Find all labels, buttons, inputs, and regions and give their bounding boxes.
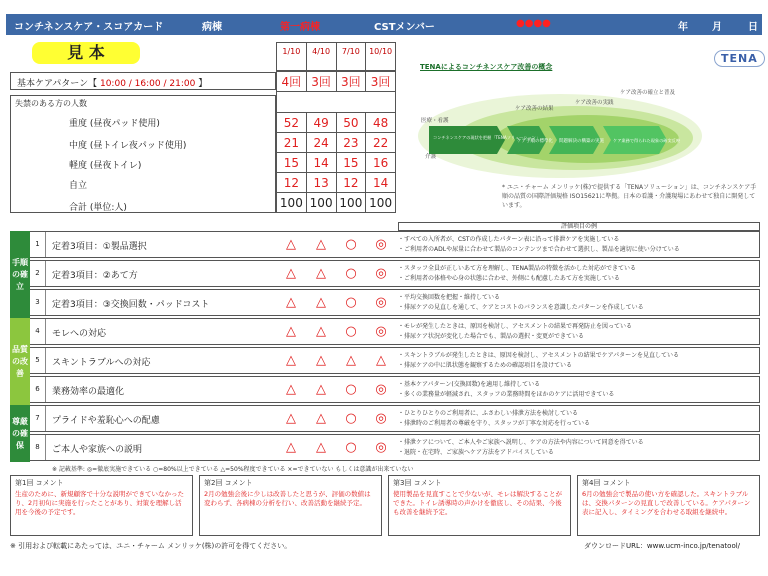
score-mark: ◎ — [375, 382, 387, 397]
score-mark: ○ — [345, 237, 357, 252]
ward-value: 第一病棟 — [280, 22, 320, 33]
sample-badge: 見 本 — [32, 42, 140, 64]
score-mark: △ — [286, 440, 296, 455]
concept-title: TENAによるコンチネンスケア改善の概念 — [420, 63, 553, 71]
step-text: ケア業務で得られた現象の確実反映 — [613, 138, 681, 143]
row-label: 定着3項目：③交換回数・パッドコスト — [52, 300, 210, 310]
value-cell: 14 — [366, 173, 396, 193]
eval-text — [398, 438, 758, 458]
footer-note: ※ 引用および転載にあたっては、ユニ・チャーム メンリッケ(株)の許可を得てください。 — [10, 542, 292, 550]
score-mark: △ — [316, 237, 326, 252]
row-number: 5 — [30, 348, 46, 373]
row-label: ご本人や家族への説明 — [52, 445, 143, 455]
score-mark: △ — [286, 295, 296, 310]
value-cell: 12 — [277, 173, 307, 193]
basic-pattern-times: 10:00 / 16:00 / 21:00 — [99, 79, 196, 89]
score-mark: ◎ — [375, 295, 387, 310]
basic-pattern-label: 基本ケアパターン【 — [17, 79, 98, 89]
incontinence-people-box — [10, 95, 276, 213]
eval-text — [398, 264, 758, 284]
value-cell: 48 — [366, 113, 396, 133]
date-cell: 7/10 — [337, 43, 367, 70]
row-label: モレへの対応 — [52, 329, 107, 339]
row-label: 業務効率の最適化 — [52, 387, 125, 397]
card-title: コンチネンスケア・スコアカード — [14, 22, 164, 33]
eval-line: ・排泄時のご利用者の尊厳を守り、スタッフが丁寧な対応を行っている — [398, 420, 591, 427]
people-title: 失禁のある方の人数 — [15, 99, 87, 108]
comment-title: 第3回 コメント — [393, 479, 442, 487]
comment-box — [577, 475, 760, 536]
eval-text — [398, 293, 758, 313]
left-label: 介護 — [425, 154, 437, 160]
eval-line: ・ご利用者の体格や心身の状態に合わせ、外側にも配慮したあて方を実施している — [398, 275, 620, 282]
score-mark: ○ — [345, 411, 357, 426]
spacer-cell — [277, 92, 396, 113]
basic-care-pattern — [10, 72, 276, 90]
score-mark: ○ — [345, 324, 357, 339]
day-label: 日 — [748, 22, 758, 33]
tena-note: * ユニ・チャーム メンリッケ(株)で提供する「TENAソリューション」は、コンチネンスケア手順の品質の国際評価規格 ISO15621に準拠。日本の看護・介護現場にあわせて独自に開発しています。 — [502, 184, 757, 209]
row-label: スキントラブルへの対応 — [52, 358, 151, 368]
table-row — [30, 231, 760, 258]
table-row — [30, 289, 760, 316]
total-cell: 100 — [336, 193, 366, 213]
left-label: 医療・看護 — [421, 118, 449, 124]
row-number: 2 — [30, 261, 46, 286]
comment-text: 2月の勉強会後に少しは改善したと思うが、評価の数値は変わらず、各病棟の分析を行い、改善活動を継続予定。 — [204, 490, 371, 507]
count-cell: 3回 — [336, 72, 366, 92]
value-cell: 16 — [366, 153, 396, 173]
row-number: 4 — [30, 319, 46, 344]
value-cell: 12 — [336, 173, 366, 193]
eval-line: ・スタッフ全員が正しいあて方を理解し、TENA製品の特徴を活かした対応ができている — [398, 265, 637, 272]
eval-line: ・排尿ケア状況が変化した場合でも、製品の選択・変更ができている — [398, 333, 585, 340]
row-label: プライドや羞恥心への配慮 — [52, 416, 160, 426]
row-number: 3 — [30, 290, 46, 315]
category-procedure: 手順の確立 — [10, 231, 30, 318]
score-mark: △ — [316, 411, 326, 426]
table-row — [30, 260, 760, 287]
arc-label: ケア改善の実践 — [575, 100, 614, 106]
row-number: 1 — [30, 232, 46, 257]
people-row-label: 軽度 (昼夜トイレ) — [69, 161, 142, 171]
eval-text — [398, 351, 758, 371]
comment-box — [199, 475, 382, 536]
arc-label: ケア改善の結果 — [515, 106, 554, 112]
score-mark: △ — [316, 266, 326, 281]
table-row — [30, 434, 760, 461]
score-mark: △ — [286, 382, 296, 397]
score-mark: △ — [316, 295, 326, 310]
date-header — [276, 42, 396, 71]
value-cell: 13 — [306, 173, 336, 193]
year-label: 年 — [678, 22, 688, 33]
table-row — [30, 405, 760, 432]
eval-line: ・退院・在宅時、ご家族へケア方法をアドバイスしている — [398, 449, 554, 456]
people-row-label: 重度 (昼夜パッド使用) — [69, 119, 160, 129]
score-mark: ◎ — [375, 324, 387, 339]
basic-pattern-close: 】 — [198, 79, 208, 89]
date-cell: 10/10 — [369, 47, 393, 56]
people-row-label: 自立 — [69, 181, 88, 191]
comment-title: 第1回 コメント — [15, 479, 64, 487]
eval-line: ・排尿ケアの見直しを通して、ケアとコストのバランスを意識したパターンを作成している — [398, 304, 644, 311]
comment-box — [388, 475, 571, 536]
score-mark: ◎ — [375, 440, 387, 455]
eval-line: ・排尿ケアの中に肌状態を観察するための確認項目を設けている — [398, 362, 573, 369]
step-text: ケア手順の標準化 — [517, 139, 553, 144]
total-cell: 100 — [366, 193, 396, 213]
month-label: 月 — [712, 22, 722, 33]
count-cell: 4回 — [277, 72, 307, 92]
score-mark: △ — [286, 353, 296, 368]
total-cell: 100 — [306, 193, 336, 213]
score-mark: △ — [286, 411, 296, 426]
comment-text: 生産のために、新規顧客で十分な説明ができていなかったり、2月初旬に実施を行ったことがあり、対策を理解し活用を今後の予定です。 — [15, 490, 184, 516]
arc-label: ケア改善の確立と普及 — [620, 90, 676, 96]
score-mark: △ — [286, 266, 296, 281]
eval-line: ・ご利用者のADLや尿量に合わせて製品のコンテンツまで合わせて選択し、製品を適切に使い分けている — [398, 246, 680, 253]
cst-label: CSTメンバー — [374, 22, 435, 33]
value-cell: 23 — [336, 133, 366, 153]
value-cell: 50 — [336, 113, 366, 133]
row-label: 定着3項目：②あて方 — [52, 271, 138, 281]
score-mark: △ — [316, 353, 326, 368]
header-bar — [6, 14, 762, 35]
care-concept-diagram — [415, 84, 705, 180]
value-cell: 49 — [306, 113, 336, 133]
category-quality: 品質の改善 — [10, 318, 30, 405]
value-cell: 15 — [277, 153, 307, 173]
total-cell: 100 — [277, 193, 307, 213]
step-text: 問題解決の構築の実施 — [559, 139, 604, 144]
value-cell: 14 — [306, 153, 336, 173]
table-row — [30, 347, 760, 374]
legend-text: ※ 記載基準: ◎=徹底実施できている ○=80%以上できている △=50%程度できている ×=できていない もしくは意識が出来ていない — [52, 466, 414, 473]
people-total-label: 合計 (単位:人) — [69, 203, 127, 213]
value-cell: 21 — [277, 133, 307, 153]
score-mark: △ — [346, 353, 356, 368]
score-mark: ◎ — [375, 266, 387, 281]
ward-label: 病棟 — [202, 22, 222, 33]
eval-text — [398, 322, 758, 342]
value-cell: 22 — [366, 133, 396, 153]
evaluation-header: 評価項目の例 — [398, 222, 760, 231]
eval-line: ・モレが発生したときは、原因を検討し、アセスメントの結果で再発防止を図っている — [398, 323, 632, 330]
score-mark: ○ — [345, 440, 357, 455]
comment-title: 第4回 コメント — [582, 479, 631, 487]
score-mark: ○ — [345, 382, 357, 397]
score-mark: ○ — [345, 295, 357, 310]
comment-text: 使用製品を見直すことで少ないが、モレは解決することができた。トイレ誘導時の声かけを徹底し、その結果、今後も改善を継続予定。 — [393, 490, 562, 516]
eval-line: ・排泄ケアについて、ご本人やご家族へ説明し、ケアの方法や内容について同意を得ている — [398, 439, 644, 446]
tena-logo: TENA — [714, 50, 765, 67]
table-row — [30, 318, 760, 345]
eval-text — [398, 380, 758, 400]
step-arrow — [429, 126, 505, 154]
comment-text: 6月の勉強会で製品の使い方を確認した。スキントラブルは、交換パターンの見直しで改善している。ケアパターン表に記入し、タイミングを合わせる取組を継続中。 — [582, 490, 751, 516]
score-mark: △ — [286, 324, 296, 339]
comment-box — [10, 475, 193, 536]
score-mark: ○ — [345, 266, 357, 281]
eval-line: ・すべての入所者が、CSTの作成したパターン表に沿って排泄ケアを実施している — [398, 236, 620, 243]
score-mark: △ — [316, 324, 326, 339]
count-cell: 3回 — [366, 72, 396, 92]
score-mark: △ — [316, 382, 326, 397]
row-number: 7 — [30, 406, 46, 431]
score-mark: △ — [376, 353, 386, 368]
people-row-label: 中度 (昼トイレ夜パッド使用) — [69, 141, 187, 151]
score-mark: △ — [316, 440, 326, 455]
values-table — [276, 71, 396, 213]
count-cell: 3回 — [306, 72, 336, 92]
cst-value: ●●●● — [516, 18, 551, 29]
value-cell: 15 — [336, 153, 366, 173]
score-mark: ◎ — [375, 411, 387, 426]
row-number: 8 — [30, 435, 46, 460]
eval-line: ・多くの業務量が軽減され、スタッフの業務時間をほかのケアに活用できている — [398, 391, 615, 398]
category-dignity: 尊厳の確保 — [10, 405, 30, 462]
row-label: 定着3項目：①製品選択 — [52, 242, 147, 252]
date-cell: 1/10 — [277, 43, 307, 70]
eval-line: ・基本ケアパターン(交換回数)を適用し維持している — [398, 381, 541, 388]
score-mark: ◎ — [375, 237, 387, 252]
row-number: 6 — [30, 377, 46, 402]
evaluation-grid — [10, 231, 760, 462]
score-mark: △ — [286, 237, 296, 252]
eval-text — [398, 235, 758, 255]
value-cell: 52 — [277, 113, 307, 133]
date-cell: 4/10 — [307, 43, 337, 70]
eval-line: ・ひとりひとりのご利用者に、ふさわしい排泄方法を検討している — [398, 410, 579, 417]
eval-line: ・スキントラブルが発生したときは、原因を検討し、アセスメントの結果でケアパターンを見直している — [398, 352, 680, 359]
eval-text — [398, 409, 758, 429]
value-cell: 24 — [306, 133, 336, 153]
eval-line: ・平均交換回数を把握・維持している — [398, 294, 501, 301]
step-text: コンチネンスケアの現状を把握「TENAソリューション」 — [433, 135, 540, 140]
comment-title: 第2回 コメント — [204, 479, 253, 487]
table-row — [30, 376, 760, 403]
download-url[interactable]: ダウンロードURL：www.ucm-inco.jp/tenatool/ — [584, 542, 741, 550]
